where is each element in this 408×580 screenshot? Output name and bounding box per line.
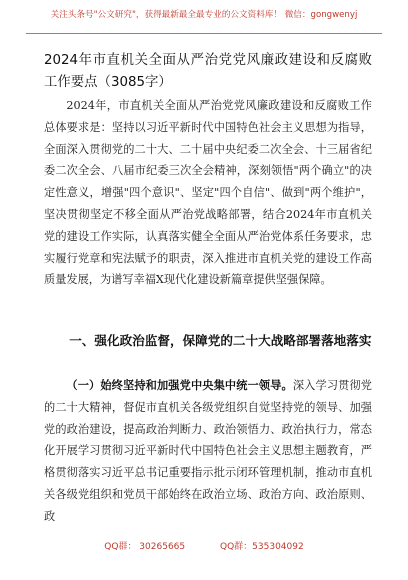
header-note: 关注头条号"公文研究"，获得最新最全最专业的公文资料库！ 微信：gongwenyj [50,10,358,20]
document-title: 2024年市直机关全面从严治党党风廉政建设和反腐败工作要点（3085字） [44,53,372,90]
footer-qq-group-2: QQ群：535304092 [220,542,304,552]
footer-qq-group-1: QQ群： 30265665 [104,542,186,552]
subsection-paragraph-1 [44,375,372,528]
intro-paragraph: 2024年，市直机关全面从严治党党风廉政建设和反腐败工作总体要求是：坚持以习近平新时代中国特色社会主义思想为指导，全面深入贯彻党的二十大、二十届中央纪委二次全会、十三届省纪委二次全会、八届市纪委三次全会精神，深刻领悟"两个确立"的决定性意义，增强"四个意识"、坚定"四个自信"、做到"两个维护"，坚决贯彻坚定不移全面从严治党战略部署，结合2024年市直机关党的建设工作实际，认真落实健全全面从严治党体系任务要求，忠实履行党章和宪法赋予的职责，深入推进市直机关党的建设工作高质量发展，为谱写幸福X现代化建设新篇章提供坚强保障。 [44,99,372,287]
section-heading-1: 一、强化政治监督，保障党的二十大战略部署落地落实 [69,333,372,348]
subsection-lead: （一）始终坚持和加强党中央集中统一领导。 [66,378,293,392]
header-divider [26,33,382,34]
footer [0,539,408,552]
subsection-body: 深入学习贯彻党的二十大精神，督促市直机关各级党组织自觉坚持党的领导、加强党的政治建设，提高政治判断力、政治领悟力、政治执行力，常态化开展学习贯彻习近平新时代中国特色社会主义思想主题教育，严格贯彻落实习近平总书记重要指示批示闭环管理机制，推动市直机关各级党组织和党员干部始终在政治立场、政治方向、政治原则、政 [44,379,372,523]
